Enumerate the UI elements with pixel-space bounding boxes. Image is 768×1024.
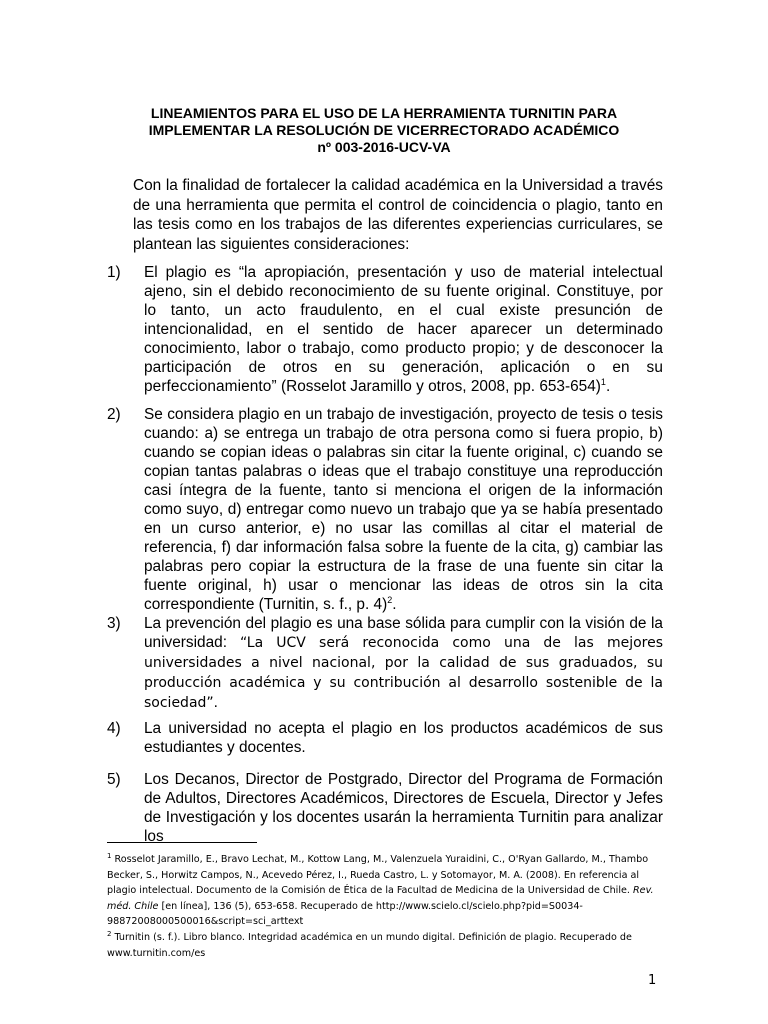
item-text-segment: (Rosselot Jaramillo y otros, 2008, pp. 653-654)	[276, 378, 601, 395]
list-item-number: 4)	[107, 720, 121, 737]
university-vision-quote: “La UCV será reconocida como una de las mejores universidades a nivel nacional, por la calidad de sus graduados, su producción académica y su contribución al desarrollo sostenible de la sociedad”	[144, 635, 664, 711]
list-item-number: 1)	[107, 264, 121, 281]
item-text-segment: El plagio es	[144, 264, 239, 281]
footnote-text: Rosselot Jaramillo, E., Bravo Lechat, M., Kottow Lang, M., Valenzuela Yuraidini, C., O'Ryan Gallardo, M., Thambo Becker, S., Horwitz Campos, N., Acevedo Pérez, I., Rueda Castro, L. y Sotomayor, M. A. (2008). En referencia al plagio intelectual. Documento de la Comisión de Ética de la Facultad de Medicina de la Universidad de Chile.	[107, 854, 649, 897]
item-text-segment: La prevención del plagio es una base sólida para cumplir con la visión de la universidad:	[144, 615, 663, 651]
title-line-1: LINEAMIENTOS PARA EL USO DE LA HERRAMIENTA TURNITIN PARA	[150, 105, 618, 121]
list-item-number: 3)	[107, 615, 121, 632]
footnote-marker: 2	[107, 929, 112, 938]
title-line-3: nº 003-2016-UCV-VA	[317, 139, 451, 155]
footnote-reference-1[interactable]: 1	[600, 376, 606, 387]
list-item-text	[144, 263, 663, 396]
list-item-3	[107, 614, 663, 713]
item-text-segment: .	[605, 378, 611, 395]
footnotes	[107, 852, 663, 961]
footnote-reference-2[interactable]: 2	[387, 594, 393, 605]
item-text-segment: .	[392, 596, 397, 613]
list-item-text	[144, 614, 663, 713]
footnote-divider	[107, 842, 257, 843]
footnote-text: Turnitin (s. f.). Libro blanco. Integridad académica en un mundo digital. Definición de plagio. Recuperado de www.turnitin.com/es	[107, 931, 632, 959]
document-title	[100, 105, 668, 156]
list-item-1	[107, 263, 663, 396]
footnote-text: [en línea], 136 (5), 653-658. Recuperado de http://www.scielo.cl/scielo.php?pid=S0034-98872008000500016&script=sci_arttext	[107, 900, 583, 928]
item-text-segment: .	[213, 694, 218, 711]
list-item-2	[107, 405, 663, 614]
quoted-definition: “la apropiación, presentación y uso de material intelectual ajeno, sin el debido reconocimiento de su fuente original. Constituye, por lo tanto, un acto fraudulento, en el cual existe presunción de intencionalidad, en el sentido de hacer aparecer un determinado conocimiento, labor o trabajo, como producto propio; y de desconocer la participación de otros en su generación, aplicación o en su perfeccionamiento”	[144, 264, 663, 395]
footnote-2	[107, 930, 663, 961]
footnote-marker: 1	[107, 851, 112, 860]
item-text-segment: Se considera plagio en un trabajo de investigación, proyecto de tesis o tesis cuando: a) se entrega un trabajo de otra persona como si fuera propio, b) cuando se copian ideas o palabras sin citar la fuente original, c) cuando se copian tantas palabras o ideas que el trabajo constituye una reproducción casi íntegra de la fuente, tanto si menciona el origen de la información como suyo, d) entregar como nuevo un trabajo que ya se había presentado en un curso anterior, e) no usar las comillas al citar el material de referencia, f) dar información falsa sobre la fuente de la cita, g) cambiar las palabras pero copiar la estructura de la frase de una fuente sin citar la fuente original, h) usar o mencionar las ideas de otros sin la cita correspondiente (Turnitin, s. f., p. 4)	[144, 406, 663, 613]
journal-title: Rev. méd. Chile	[107, 885, 654, 912]
list-item-text: Los Decanos, Director de Postgrado, Director del Programa de Formación de Adultos, Directores Académicos, Directores de Escuela, Director y Jefes de Investigación y los docentes usarán la herramienta Turnitin para analizar los	[144, 771, 663, 845]
title-line-2: IMPLEMENTAR LA RESOLUCIÓN DE VICERRECTORADO ACADÉMICO	[148, 122, 620, 138]
page-number: 1	[648, 973, 657, 988]
list-item-text	[144, 405, 663, 614]
footnote-1	[107, 852, 663, 930]
list-item-4	[107, 719, 663, 757]
list-item-5	[107, 770, 663, 846]
list-item-text: La universidad no acepta el plagio en los productos académicos de sus estudiantes y docentes.	[144, 720, 663, 756]
intro-paragraph: Con la finalidad de fortalecer la calidad académica en la Universidad a través de una herramienta que permita el control de coincidencia o plagio, tanto en las tesis como en los trabajos de las diferentes experiencias curriculares, se plantean las siguientes consideraciones:	[133, 177, 663, 253]
list-item-number: 5)	[107, 771, 121, 788]
list-item-number: 2)	[107, 406, 121, 423]
